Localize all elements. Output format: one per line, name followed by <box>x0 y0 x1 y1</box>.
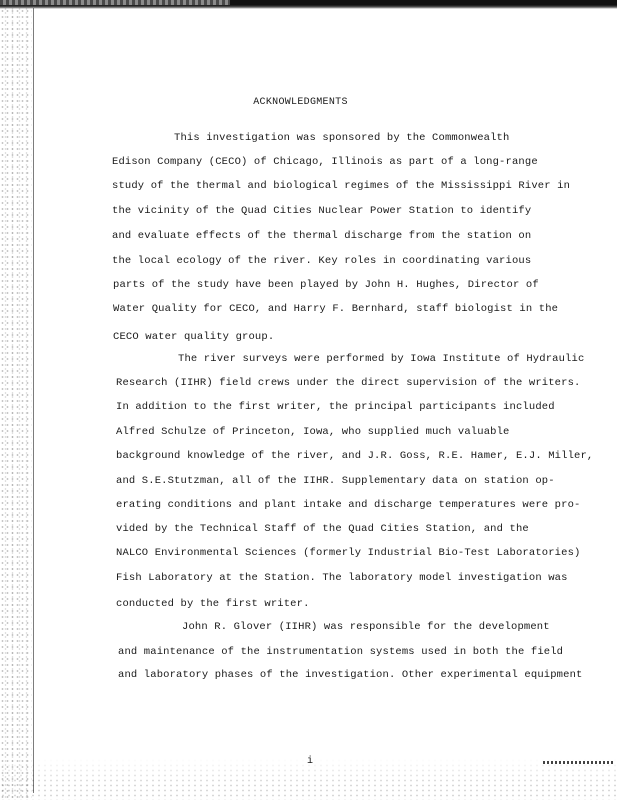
paragraph-2-line: Fish Laboratory at the Station. The laboratory model investigation was <box>116 572 568 584</box>
paragraph-1-line: study of the thermal and biological regimes of the Mississippi River in <box>112 180 571 192</box>
paragraph-2-line: In addition to the first writer, the principal participants included <box>116 401 555 413</box>
paragraph-1-line: the vicinity of the Quad Cities Nuclear Power Station to identify <box>112 205 532 217</box>
paragraph-1-line: Water Quality for CECO, and Harry F. Bernhard, staff biologist in the <box>113 303 559 315</box>
scan-left-line <box>33 8 34 793</box>
scan-top-noise <box>0 0 230 5</box>
paragraph-3-line: and maintenance of the instrumentation systems used in both the field <box>118 646 564 658</box>
page-heading: ACKNOWLEDGMENTS <box>253 97 348 108</box>
paragraph-1-line: CECO water quality group. <box>113 331 275 343</box>
paragraph-1-line: and evaluate effects of the thermal discharge from the station on <box>112 230 532 242</box>
paragraph-2-line: conducted by the first writer. <box>116 598 310 610</box>
paragraph-2-line: NALCO Environmental Sciences (formerly Industrial Bio-Test Laboratories) <box>116 547 581 559</box>
paragraph-2-line: Research (IIHR) field crews under the direct supervision of the writers. <box>116 377 581 389</box>
paragraph-1-line: Edison Company (CECO) of Chicago, Illinois as part of a long-range <box>112 156 538 168</box>
paragraph-2-line: and S.E.Stutzman, all of the IIHR. Supplementary data on station op- <box>116 475 555 487</box>
page-number: i <box>307 756 314 767</box>
scan-left-noise <box>0 8 32 800</box>
paragraph-3-line: John R. Glover (IIHR) was responsible for the development <box>182 621 550 633</box>
scan-bottom-right-mark <box>543 761 613 764</box>
paragraph-2-line: The river surveys were performed by Iowa Institute of Hydraulic <box>178 353 585 365</box>
paragraph-1-line: This investigation was sponsored by the Commonwealth <box>174 132 510 144</box>
paragraph-2-line: vided by the Technical Staff of the Quad Cities Station, and the <box>116 523 529 535</box>
paragraph-3-line: and laboratory phases of the investigation. Other experimental equipment <box>118 669 583 681</box>
paragraph-1-line: parts of the study have been played by John H. Hughes, Director of <box>113 279 539 291</box>
paragraph-2-line: Alfred Schulze of Princeton, Iowa, who supplied much valuable <box>116 426 510 438</box>
paragraph-2-line: background knowledge of the river, and J.R. Goss, R.E. Hamer, E.J. Miller, <box>116 450 594 462</box>
paragraph-2-line: erating conditions and plant intake and discharge temperatures were pro- <box>116 499 581 511</box>
paragraph-1-line: the local ecology of the river. Key roles in coordinating various <box>112 255 532 267</box>
